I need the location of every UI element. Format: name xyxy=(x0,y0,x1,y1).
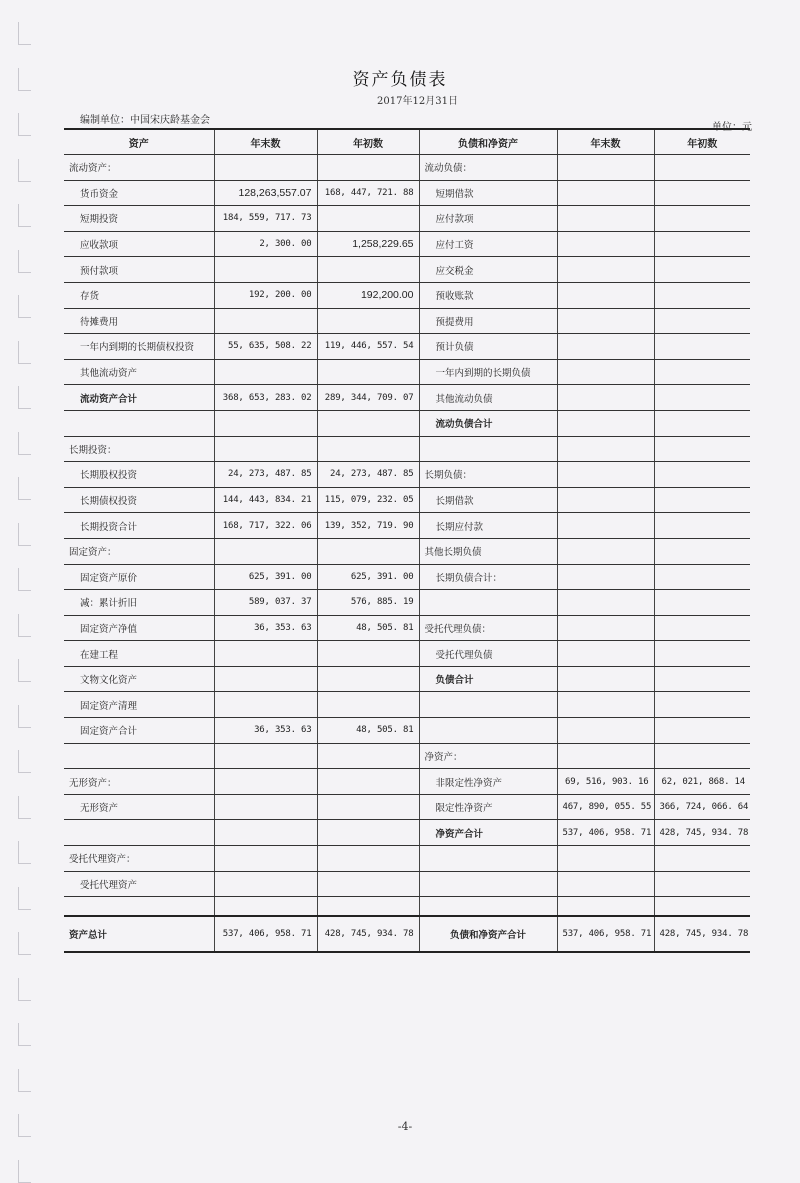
grand-total-row xyxy=(64,916,750,952)
asset-begin-value xyxy=(317,846,419,872)
asset-label: 受托代理资产： xyxy=(64,846,214,872)
binder-hole xyxy=(18,295,31,318)
liability-begin-value xyxy=(654,666,750,692)
liability-end-value xyxy=(557,231,654,257)
liability-label: 预计负债 xyxy=(419,334,557,360)
asset-begin-value xyxy=(317,743,419,769)
liability-label: 净资产： xyxy=(419,743,557,769)
liability-end-value xyxy=(557,462,654,488)
asset-end-value xyxy=(214,308,317,334)
binder-hole xyxy=(18,250,31,273)
binder-hole xyxy=(18,22,31,45)
currency-unit: 单位：元 xyxy=(712,122,752,133)
asset-label: 固定资产净值 xyxy=(64,615,214,641)
total-assets-begin: 428, 745, 934. 78 xyxy=(317,916,419,952)
liability-label: 净资产合计 xyxy=(419,820,557,846)
table-row xyxy=(64,513,750,539)
liability-label: 短期借款 xyxy=(419,180,557,206)
asset-label: 一年内到期的长期债权投资 xyxy=(64,334,214,360)
report-date: 2017年12月31日 xyxy=(377,96,458,107)
total-liabilities-label: 负债和净资产合计 xyxy=(419,916,557,952)
liability-begin-value xyxy=(654,615,750,641)
liability-label: 受托代理负债： xyxy=(419,615,557,641)
liability-end-value xyxy=(557,206,654,232)
binder-hole xyxy=(18,796,31,819)
table-row xyxy=(64,538,750,564)
table-row xyxy=(64,718,750,744)
asset-end-value xyxy=(214,871,317,897)
asset-label: 流动资产： xyxy=(64,155,214,181)
liability-end-value xyxy=(557,897,654,917)
binder-hole xyxy=(18,978,31,1001)
liability-label: 流动负债合计 xyxy=(419,410,557,436)
table-row xyxy=(64,897,750,917)
liability-begin-value xyxy=(654,641,750,667)
binder-hole xyxy=(18,204,31,227)
asset-begin-value xyxy=(317,820,419,846)
asset-label: 长期投资合计 xyxy=(64,513,214,539)
asset-label: 货币资金 xyxy=(64,180,214,206)
liability-begin-value xyxy=(654,743,750,769)
asset-end-value: 625, 391. 00 xyxy=(214,564,317,590)
liability-end-value xyxy=(557,538,654,564)
asset-end-value xyxy=(214,666,317,692)
binder-hole xyxy=(18,705,31,728)
liability-label xyxy=(419,590,557,616)
liability-begin-value xyxy=(654,308,750,334)
binder-hole xyxy=(18,523,31,546)
asset-end-value xyxy=(214,897,317,917)
asset-end-value: 36, 353. 63 xyxy=(214,718,317,744)
liability-end-value: 467, 890, 055. 55 xyxy=(557,794,654,820)
liability-begin-value xyxy=(654,206,750,232)
liability-begin-value xyxy=(654,385,750,411)
asset-begin-value xyxy=(317,436,419,462)
col-header-assets-end: 年末数 xyxy=(214,129,317,155)
binder-hole xyxy=(18,841,31,864)
liability-end-value xyxy=(557,641,654,667)
asset-label: 无形资产： xyxy=(64,769,214,795)
liability-begin-value: 428, 745, 934. 78 xyxy=(654,820,750,846)
table-row xyxy=(64,769,750,795)
asset-end-value xyxy=(214,436,317,462)
liability-end-value xyxy=(557,436,654,462)
asset-end-value xyxy=(214,538,317,564)
table-row xyxy=(64,692,750,718)
asset-label: 固定资产原价 xyxy=(64,564,214,590)
table-row xyxy=(64,231,750,257)
liability-label xyxy=(419,692,557,718)
liability-begin-value xyxy=(654,564,750,590)
liability-begin-value xyxy=(654,513,750,539)
liability-end-value xyxy=(557,487,654,513)
table-row xyxy=(64,743,750,769)
liability-end-value xyxy=(557,308,654,334)
asset-label: 文物文化资产 xyxy=(64,666,214,692)
table-row xyxy=(64,564,750,590)
asset-label: 无形资产 xyxy=(64,794,214,820)
asset-label: 存货 xyxy=(64,282,214,308)
liability-label: 一年内到期的长期负债 xyxy=(419,359,557,385)
liability-end-value xyxy=(557,155,654,181)
liability-begin-value xyxy=(654,257,750,283)
table-row xyxy=(64,590,750,616)
page-number: -4- xyxy=(397,1120,413,1133)
asset-end-value xyxy=(214,769,317,795)
asset-label xyxy=(64,743,214,769)
table-row xyxy=(64,308,750,334)
liability-label: 应付款项 xyxy=(419,206,557,232)
liability-end-value xyxy=(557,615,654,641)
asset-label: 受托代理资产 xyxy=(64,871,214,897)
asset-begin-value xyxy=(317,359,419,385)
liability-label: 预提费用 xyxy=(419,308,557,334)
asset-end-value xyxy=(214,692,317,718)
col-header-liabilities-end: 年末数 xyxy=(557,129,654,155)
liability-begin-value: 366, 724, 066. 64 xyxy=(654,794,750,820)
asset-begin-value xyxy=(317,897,419,917)
table-row xyxy=(64,462,750,488)
asset-begin-value: 48, 505. 81 xyxy=(317,718,419,744)
liability-end-value xyxy=(557,385,654,411)
table-header-row xyxy=(64,129,750,155)
asset-begin-value: 24, 273, 487. 85 xyxy=(317,462,419,488)
asset-end-value xyxy=(214,410,317,436)
binder-margin xyxy=(0,0,44,1171)
liability-label: 受托代理负债 xyxy=(419,641,557,667)
page-title: 资产负债表 xyxy=(352,70,448,90)
total-liabilities-end: 537, 406, 958. 71 xyxy=(557,916,654,952)
asset-begin-value: 1,258,229.65 xyxy=(317,231,419,257)
liability-begin-value xyxy=(654,334,750,360)
liability-label: 其他长期负债 xyxy=(419,538,557,564)
asset-label xyxy=(64,410,214,436)
asset-end-value: 24, 273, 487. 85 xyxy=(214,462,317,488)
table-row xyxy=(64,155,750,181)
col-header-liabilities-begin: 年初数 xyxy=(654,129,750,155)
binder-hole xyxy=(18,887,31,910)
liability-begin-value xyxy=(654,718,750,744)
asset-begin-value: 576, 885. 19 xyxy=(317,590,419,616)
asset-end-value xyxy=(214,155,317,181)
table-row xyxy=(64,615,750,641)
table-row xyxy=(64,641,750,667)
asset-label xyxy=(64,820,214,846)
asset-label: 待摊费用 xyxy=(64,308,214,334)
asset-end-value xyxy=(214,794,317,820)
table-row xyxy=(64,385,750,411)
asset-end-value: 192, 200. 00 xyxy=(214,282,317,308)
asset-begin-value: 192,200.00 xyxy=(317,282,419,308)
liability-begin-value xyxy=(654,846,750,872)
asset-end-value xyxy=(214,359,317,385)
asset-end-value: 55, 635, 508. 22 xyxy=(214,334,317,360)
liability-begin-value xyxy=(654,410,750,436)
liability-label: 长期借款 xyxy=(419,487,557,513)
liability-end-value xyxy=(557,846,654,872)
liability-label: 应交税金 xyxy=(419,257,557,283)
liability-end-value xyxy=(557,410,654,436)
liability-label xyxy=(419,846,557,872)
asset-end-value: 184, 559, 717. 73 xyxy=(214,206,317,232)
asset-end-value: 2, 300. 00 xyxy=(214,231,317,257)
col-header-assets-begin: 年初数 xyxy=(317,129,419,155)
liability-begin-value xyxy=(654,155,750,181)
liability-begin-value xyxy=(654,462,750,488)
balance-sheet-table xyxy=(64,128,750,953)
table-row xyxy=(64,794,750,820)
table-row xyxy=(64,666,750,692)
asset-begin-value xyxy=(317,666,419,692)
binder-hole xyxy=(18,750,31,773)
asset-begin-value xyxy=(317,538,419,564)
binder-hole xyxy=(18,386,31,409)
col-header-assets: 资产 xyxy=(64,129,214,155)
liability-label: 长期负债合计： xyxy=(419,564,557,590)
liability-begin-value xyxy=(654,359,750,385)
liability-end-value: 537, 406, 958. 71 xyxy=(557,820,654,846)
asset-label: 其他流动资产 xyxy=(64,359,214,385)
liability-end-value xyxy=(557,513,654,539)
asset-begin-value: 168, 447, 721. 88 xyxy=(317,180,419,206)
asset-label: 减：累计折旧 xyxy=(64,590,214,616)
liability-end-value xyxy=(557,692,654,718)
table-row xyxy=(64,487,750,513)
binder-hole xyxy=(18,432,31,455)
asset-end-value: 168, 717, 322. 06 xyxy=(214,513,317,539)
liability-end-value xyxy=(557,590,654,616)
asset-label: 在建工程 xyxy=(64,641,214,667)
asset-label: 固定资产清理 xyxy=(64,692,214,718)
liability-end-value xyxy=(557,334,654,360)
liability-label: 应付工资 xyxy=(419,231,557,257)
binder-hole xyxy=(18,1160,31,1183)
total-assets-end: 537, 406, 958. 71 xyxy=(214,916,317,952)
asset-begin-value xyxy=(317,206,419,232)
table-row xyxy=(64,257,750,283)
liability-begin-value xyxy=(654,282,750,308)
table-row xyxy=(64,206,750,232)
liability-end-value xyxy=(557,564,654,590)
asset-begin-value: 139, 352, 719. 90 xyxy=(317,513,419,539)
asset-end-value: 144, 443, 834. 21 xyxy=(214,487,317,513)
asset-label: 应收款项 xyxy=(64,231,214,257)
asset-end-value: 128,263,557.07 xyxy=(214,180,317,206)
liability-end-value xyxy=(557,718,654,744)
liability-label xyxy=(419,897,557,917)
liability-label xyxy=(419,871,557,897)
binder-hole xyxy=(18,477,31,500)
table-row xyxy=(64,436,750,462)
table-row xyxy=(64,820,750,846)
asset-begin-value: 119, 446, 557. 54 xyxy=(317,334,419,360)
asset-end-value: 589, 037. 37 xyxy=(214,590,317,616)
col-header-liabilities: 负债和净资产 xyxy=(419,129,557,155)
liability-end-value xyxy=(557,180,654,206)
asset-label: 短期投资 xyxy=(64,206,214,232)
asset-begin-value: 625, 391. 00 xyxy=(317,564,419,590)
asset-begin-value: 289, 344, 709. 07 xyxy=(317,385,419,411)
liability-end-value: 69, 516, 903. 16 xyxy=(557,769,654,795)
asset-begin-value xyxy=(317,871,419,897)
asset-label: 固定资产合计 xyxy=(64,718,214,744)
table-row xyxy=(64,410,750,436)
liability-label: 长期负债： xyxy=(419,462,557,488)
total-assets-label: 资产总计 xyxy=(64,916,214,952)
binder-hole xyxy=(18,341,31,364)
liability-end-value xyxy=(557,666,654,692)
table-row xyxy=(64,359,750,385)
asset-label: 预付款项 xyxy=(64,257,214,283)
liability-begin-value xyxy=(654,897,750,917)
table-row xyxy=(64,334,750,360)
asset-end-value xyxy=(214,257,317,283)
binder-hole xyxy=(18,1069,31,1092)
liability-begin-value xyxy=(654,692,750,718)
reporting-entity: 编制单位：中国宋庆龄基金会 xyxy=(80,115,210,126)
liability-end-value xyxy=(557,282,654,308)
asset-begin-value: 48, 505. 81 xyxy=(317,615,419,641)
asset-begin-value: 115, 079, 232. 05 xyxy=(317,487,419,513)
total-liabilities-begin: 428, 745, 934. 78 xyxy=(654,916,750,952)
asset-begin-value xyxy=(317,155,419,181)
liability-begin-value xyxy=(654,871,750,897)
liability-end-value xyxy=(557,359,654,385)
binder-hole xyxy=(18,113,31,136)
asset-begin-value xyxy=(317,410,419,436)
liability-begin-value: 62, 021, 868. 14 xyxy=(654,769,750,795)
liability-end-value xyxy=(557,743,654,769)
table-row xyxy=(64,282,750,308)
binder-hole xyxy=(18,1023,31,1046)
asset-begin-value xyxy=(317,769,419,795)
asset-end-value xyxy=(214,641,317,667)
asset-end-value: 368, 653, 283. 02 xyxy=(214,385,317,411)
binder-hole xyxy=(18,568,31,591)
asset-label: 长期债权投资 xyxy=(64,487,214,513)
liability-label: 非限定性净资产 xyxy=(419,769,557,795)
asset-label: 长期投资： xyxy=(64,436,214,462)
asset-label: 固定资产： xyxy=(64,538,214,564)
liability-begin-value xyxy=(654,180,750,206)
asset-end-value xyxy=(214,820,317,846)
liability-label: 负债合计 xyxy=(419,666,557,692)
asset-begin-value xyxy=(317,794,419,820)
liability-begin-value xyxy=(654,436,750,462)
liability-begin-value xyxy=(654,231,750,257)
liability-label xyxy=(419,718,557,744)
liability-label: 预收账款 xyxy=(419,282,557,308)
liability-label: 限定性净资产 xyxy=(419,794,557,820)
asset-label: 长期股权投资 xyxy=(64,462,214,488)
asset-label: 流动资产合计 xyxy=(64,385,214,411)
binder-hole xyxy=(18,614,31,637)
asset-begin-value xyxy=(317,308,419,334)
binder-hole xyxy=(18,659,31,682)
liability-label: 其他流动负债 xyxy=(419,385,557,411)
liability-label: 流动负债： xyxy=(419,155,557,181)
liability-end-value xyxy=(557,257,654,283)
table-row xyxy=(64,180,750,206)
liability-label: 长期应付款 xyxy=(419,513,557,539)
liability-begin-value xyxy=(654,487,750,513)
asset-end-value: 36, 353. 63 xyxy=(214,615,317,641)
table-row xyxy=(64,871,750,897)
asset-begin-value xyxy=(317,641,419,667)
asset-begin-value xyxy=(317,692,419,718)
liability-label xyxy=(419,436,557,462)
table-row xyxy=(64,846,750,872)
liability-begin-value xyxy=(654,590,750,616)
liability-end-value xyxy=(557,871,654,897)
liability-begin-value xyxy=(654,538,750,564)
binder-hole xyxy=(18,932,31,955)
asset-end-value xyxy=(214,846,317,872)
asset-begin-value xyxy=(317,257,419,283)
asset-end-value xyxy=(214,743,317,769)
asset-label xyxy=(64,897,214,917)
binder-hole xyxy=(18,159,31,182)
